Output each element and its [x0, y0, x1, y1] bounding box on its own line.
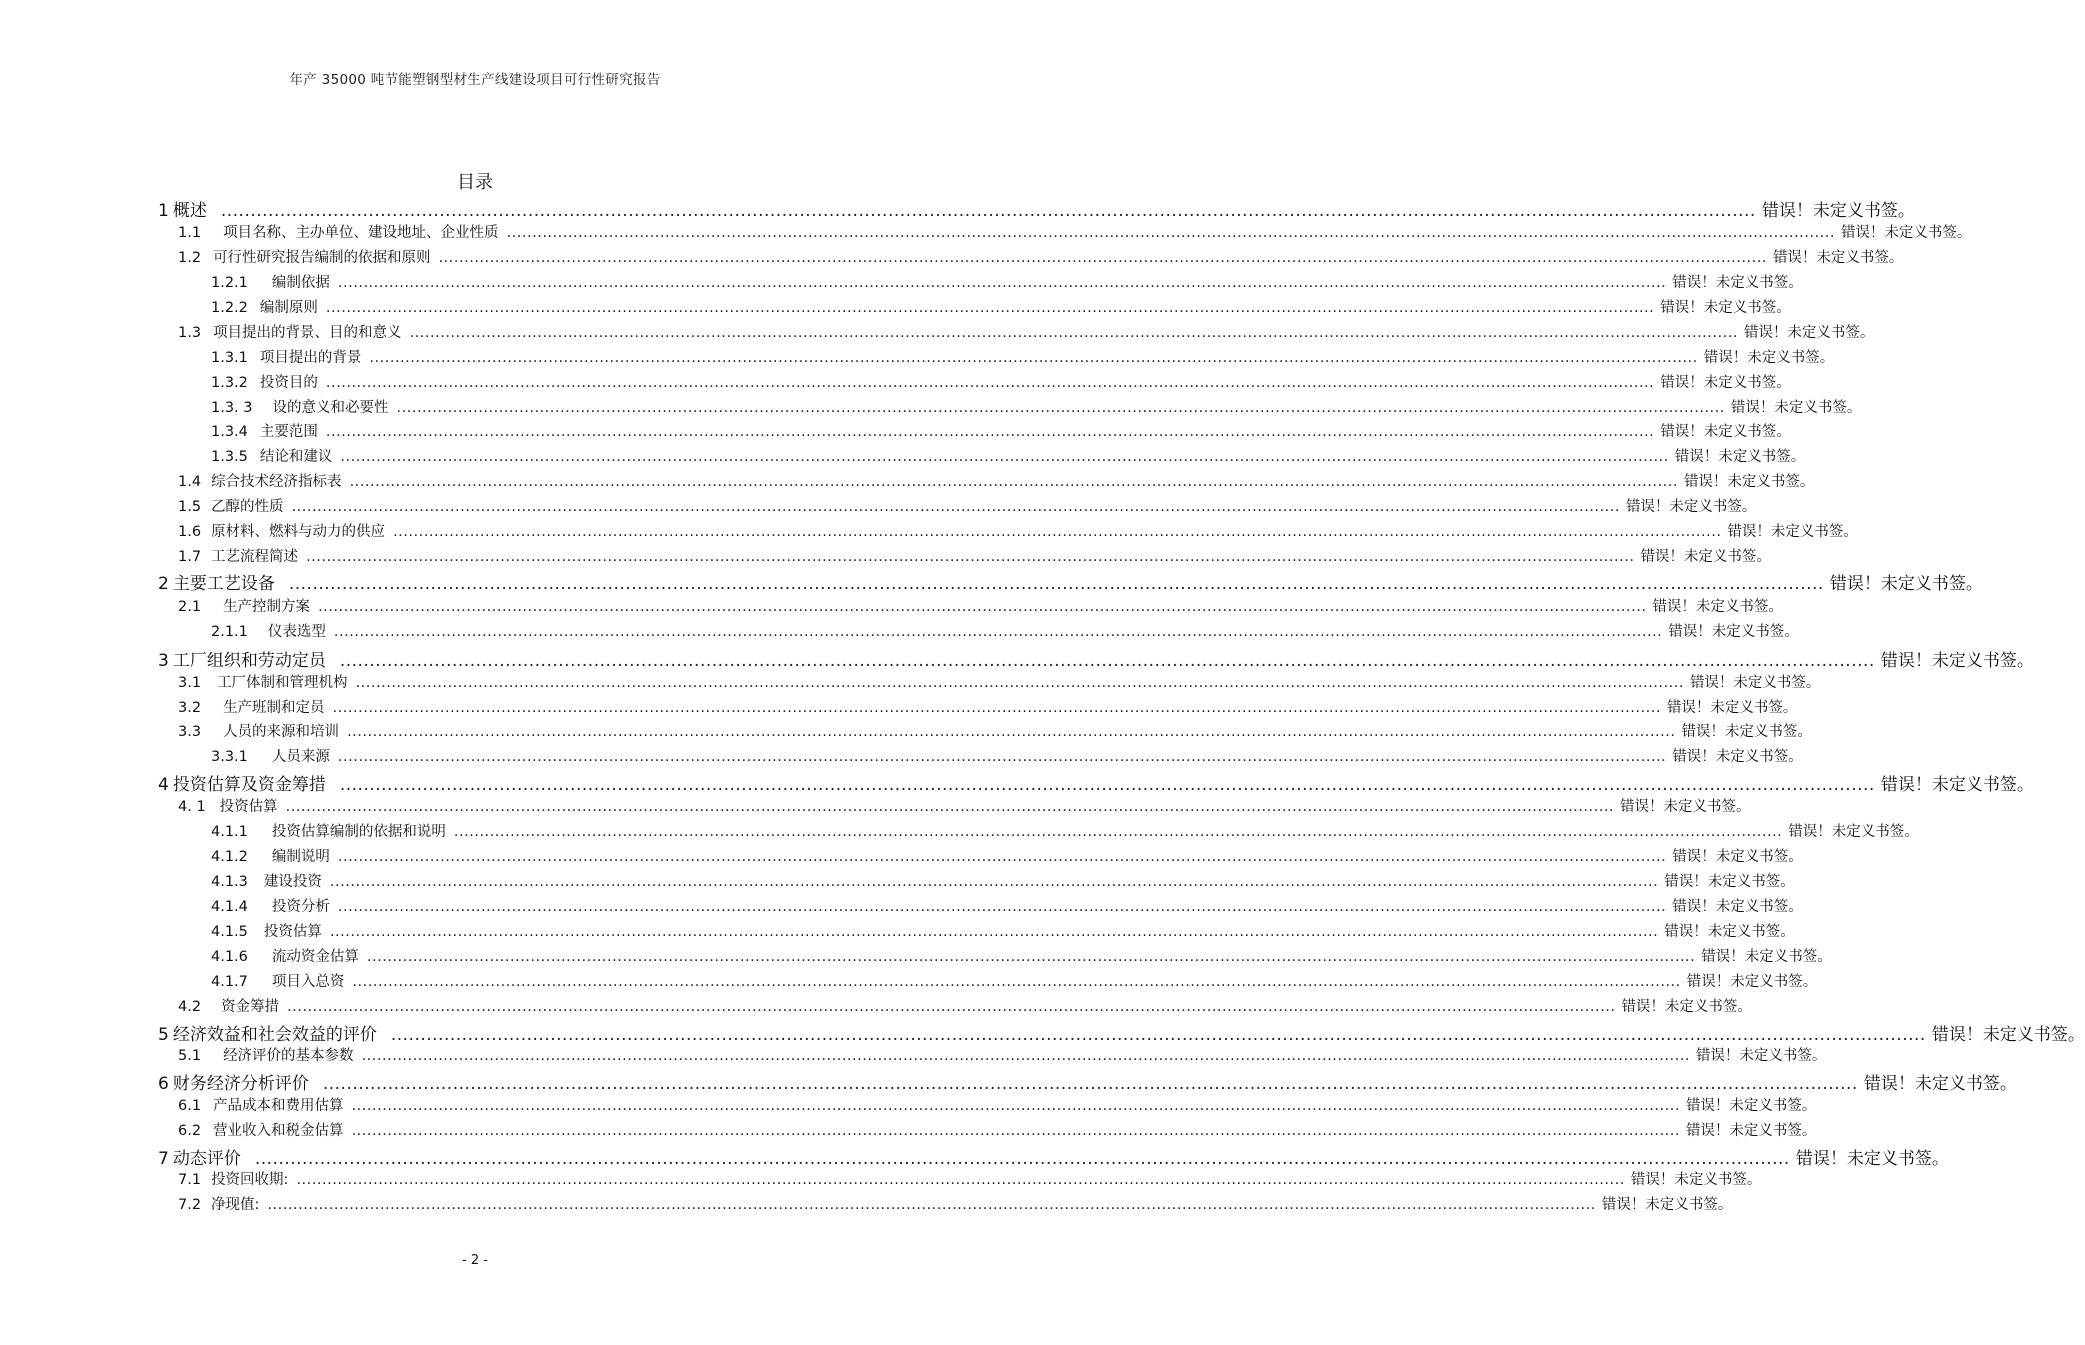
toc-page-ref: 错误！未定义书签。: [1640, 549, 1771, 565]
toc-leader-dots: ....................................................................................................................................................................................................................................................................: [288, 574, 1824, 594]
toc-entry-text: [178, 1044, 354, 1065]
toc-entry-number: 4.1.5: [211, 924, 248, 940]
toc-entry-number: 2.1: [178, 599, 202, 615]
toc-entry-number: 1: [158, 201, 169, 221]
toc-entry-title: 投资估算: [263, 924, 322, 940]
toc-page-ref: 错误！未定义书签。: [1668, 624, 1799, 640]
toc-entry-number: 4. 1: [178, 799, 206, 815]
toc-entry-title: 人员的来源和培训: [223, 724, 340, 740]
toc-entry[interactable]: [178, 1119, 1817, 1141]
toc-entry[interactable]: [211, 445, 1806, 467]
toc-page-ref: 错误！未定义书签。: [1743, 325, 1875, 341]
toc-entry-title: 乙醇的性质: [211, 499, 284, 515]
toc-entry-number: 1.3.5: [211, 449, 248, 465]
toc-page-ref: 错误！未定义书签。: [1672, 749, 1803, 765]
toc-leader-dots: ....................................................................................................................................................................................................................................................................: [396, 400, 1725, 416]
toc-page-ref: 错误！未定义书签。: [1880, 651, 2034, 671]
toc-entry-title: 结论和建议: [259, 449, 333, 465]
toc-page-ref: 错误！未定义书签。: [1660, 300, 1791, 316]
toc-entry-text: [178, 1119, 344, 1140]
toc-leader-dots: ....................................................................................................................................................................................................................................................................: [306, 549, 1635, 565]
toc-entry-text: [211, 346, 361, 367]
toc-entry-text: [158, 569, 275, 594]
toc-entry-text: [178, 520, 385, 541]
toc-entry[interactable]: [158, 1020, 2085, 1046]
toc-entry-title: 编制原则: [259, 300, 318, 316]
toc-leader-dots: ....................................................................................................................................................................................................................................................................: [333, 624, 1663, 640]
toc-entry-text: [178, 470, 342, 491]
toc-entry[interactable]: [211, 870, 1795, 892]
toc-entry-text: [178, 595, 310, 616]
toc-entry-title: 综合技术经济指标表: [211, 474, 342, 490]
toc-entry[interactable]: [211, 970, 1818, 992]
toc-entry[interactable]: [211, 620, 1799, 642]
toc-entry[interactable]: [158, 196, 1915, 222]
toc-page-ref: 错误！未定义书签。: [1788, 824, 1919, 840]
toc-leader-dots: ....................................................................................................................................................................................................................................................................: [506, 225, 1835, 241]
toc-leader-dots: ....................................................................................................................................................................................................................................................................: [409, 325, 1738, 341]
toc-page-ref: 错误！未定义书签。: [1863, 1074, 2017, 1094]
toc-entry-number: 6: [158, 1074, 169, 1094]
toc-entry[interactable]: [178, 671, 1821, 693]
toc-entry[interactable]: [178, 545, 1771, 567]
toc-leader-dots: ....................................................................................................................................................................................................................................................................: [296, 1172, 1625, 1188]
toc-leader-dots: ....................................................................................................................................................................................................................................................................: [325, 375, 1655, 391]
toc-leader-dots: ....................................................................................................................................................................................................................................................................: [254, 1149, 1790, 1169]
toc-entry[interactable]: [178, 720, 1812, 742]
toc-page-ref: 错误！未定义书签。: [1672, 849, 1803, 865]
toc-entry-number: 1.4: [178, 474, 202, 490]
toc-entry-text: [158, 1144, 241, 1169]
toc-entry-number: 1.3.4: [211, 424, 248, 440]
toc-entry-number: 2: [158, 574, 169, 594]
toc-entry-number: 4: [158, 775, 169, 795]
toc-entry-title: 资金筹措: [221, 999, 280, 1015]
toc-entry-text: [211, 271, 330, 292]
toc-entry[interactable]: [178, 795, 1751, 817]
running-header: 年产 35000 吨节能塑钢型材生产线建设项目可行性研究报告: [289, 72, 661, 88]
toc-entry-title: 建设投资: [263, 874, 322, 890]
toc-page-ref: 错误！未定义书签。: [1730, 400, 1862, 416]
toc-entry-text: [211, 620, 326, 641]
toc-entry[interactable]: [211, 745, 1803, 767]
toc-entry-title: 投资估算编制的依据和说明: [271, 824, 446, 840]
toc-entry-text: [211, 420, 318, 441]
toc-entry[interactable]: [158, 1144, 1949, 1170]
toc-entry-number: 5.1: [178, 1048, 202, 1064]
toc-entry-text: [178, 1094, 344, 1115]
toc-page-ref: 错误！未定义书签。: [1672, 899, 1803, 915]
toc-entry-text: [178, 1168, 288, 1189]
toc-entry-text: [158, 1069, 309, 1094]
toc-leader-dots: ....................................................................................................................................................................................................................................................................: [337, 749, 1667, 765]
toc-entry[interactable]: [158, 1069, 2017, 1095]
toc-entry-number: 3.3: [178, 724, 202, 740]
toc-entry-number: 3.3.1: [211, 749, 248, 765]
toc-leader-dots: ....................................................................................................................................................................................................................................................................: [390, 1025, 1926, 1045]
toc-entry-title: 经济效益和社会效益的评价: [172, 1025, 377, 1045]
toc-entry-title: 工厂体制和管理机构: [217, 675, 348, 691]
toc-entry-number: 6.1: [178, 1098, 202, 1114]
toc-leader-dots: ....................................................................................................................................................................................................................................................................: [318, 599, 1647, 615]
toc-entry-text: [178, 671, 348, 692]
toc-entry-text: [211, 845, 330, 866]
toc-entry[interactable]: [178, 520, 1858, 542]
toc-entry-title: 项目提出的背景、目的和意义: [213, 325, 402, 341]
toc-page-ref: 错误！未定义书签。: [1652, 599, 1783, 615]
toc-leader-dots: ....................................................................................................................................................................................................................................................................: [337, 849, 1667, 865]
toc-entry-text: [211, 970, 344, 991]
toc-page-ref: 错误！未定义书签。: [1695, 1048, 1827, 1064]
toc-leader-dots: ....................................................................................................................................................................................................................................................................: [267, 1197, 1596, 1213]
toc-leader-dots: ....................................................................................................................................................................................................................................................................: [351, 1098, 1680, 1114]
toc-page-ref: 错误！未定义书签。: [1620, 799, 1751, 815]
toc-entry-number: 7.1: [178, 1172, 202, 1188]
toc-entry-title: 营业收入和税金估算: [213, 1123, 344, 1139]
toc-entry[interactable]: [178, 1193, 1733, 1215]
toc-page-ref: 错误！未定义书签。: [1727, 524, 1858, 540]
toc-leader-dots: ....................................................................................................................................................................................................................................................................: [339, 651, 1875, 671]
toc-entry-text: [158, 1020, 377, 1045]
toc-entry-number: 5: [158, 1025, 169, 1045]
toc-entry-title: 投资估算及资金筹措: [172, 775, 326, 795]
toc-page-ref: 错误！未定义书签。: [1795, 1149, 1949, 1169]
toc-leader-dots: ....................................................................................................................................................................................................................................................................: [287, 999, 1616, 1015]
toc-entry-text: [158, 196, 207, 221]
toc-leader-dots: ....................................................................................................................................................................................................................................................................: [332, 700, 1661, 716]
toc-leader-dots: ....................................................................................................................................................................................................................................................................: [285, 799, 1615, 815]
toc-entry-number: 1.2: [178, 250, 202, 266]
toc-page-ref: 错误！未定义书签。: [1660, 424, 1791, 440]
toc-entry-number: 7.2: [178, 1197, 202, 1213]
page-number: - 2 -: [462, 1253, 488, 1268]
toc-entry-number: 3.2: [178, 700, 202, 716]
toc-entry-text: [211, 895, 330, 916]
toc-page-ref: 错误！未定义书签。: [1931, 1025, 2085, 1045]
toc-entry-number: 4.1.1: [211, 824, 248, 840]
toc-page-ref: 错误！未定义书签。: [1666, 700, 1798, 716]
toc-entry[interactable]: [211, 420, 1791, 442]
toc-entry-title: 可行性研究报告编制的依据和原则: [213, 250, 431, 266]
toc-entry-title: 人员来源: [271, 749, 330, 765]
toc-entry-title: 项目入总资: [271, 974, 345, 990]
toc-entry-number: 1.7: [178, 549, 202, 565]
toc-page-ref: 错误！未定义书签。: [1621, 999, 1752, 1015]
toc-entry-text: [158, 770, 326, 795]
toc-page-ref: 错误！未定义书签。: [1685, 1098, 1817, 1114]
toc-page-ref: 错误！未定义书签。: [1701, 949, 1832, 965]
toc-entry-text: [158, 646, 326, 671]
toc-entry-number: 1.3.2: [211, 375, 248, 391]
toc-entry-title: 编制依据: [271, 275, 330, 291]
toc-entry-number: 4.1.6: [211, 949, 248, 965]
toc-page-ref: 错误！未定义书签。: [1664, 924, 1795, 940]
toc-entry-title: 投资回收期:: [211, 1172, 289, 1188]
toc-leader-dots: ....................................................................................................................................................................................................................................................................: [349, 474, 1678, 490]
toc-entry[interactable]: [211, 396, 1862, 418]
toc-entry-number: 4.1.3: [211, 874, 248, 890]
toc-entry-text: [178, 321, 402, 342]
toc-entry-number: 1.1: [178, 225, 202, 241]
toc-entry-number: 1.3: [178, 325, 202, 341]
toc-entry-number: 1.2.2: [211, 300, 248, 316]
toc-entry-text: [178, 221, 499, 242]
toc-page-ref: 错误！未定义书签。: [1689, 675, 1821, 691]
toc-entry[interactable]: [178, 696, 1798, 718]
toc-entry-number: 3: [158, 651, 169, 671]
toc-page-ref: 错误！未定义书签。: [1630, 1172, 1762, 1188]
toc-leader-dots: ....................................................................................................................................................................................................................................................................: [361, 1048, 1690, 1064]
toc-entry[interactable]: [178, 1168, 1762, 1190]
toc-page-ref: 错误！未定义书签。: [1664, 874, 1795, 890]
toc-entry-title: 设的意义和必要性: [272, 400, 389, 416]
toc-entry-text: [178, 696, 325, 717]
toc-entry[interactable]: [178, 595, 1783, 617]
toc-entry-text: [211, 920, 322, 941]
toc-entry-number: 2.1.1: [211, 624, 248, 640]
toc-entry-text: [211, 870, 322, 891]
toc-entry[interactable]: [211, 296, 1791, 318]
toc-entry-number: 1.5: [178, 499, 202, 515]
toc-entry-number: 1.3. 3: [211, 400, 253, 416]
toc-entry-text: [211, 945, 359, 966]
toc-page-ref: 错误！未定义书签。: [1829, 574, 1983, 594]
toc-page-ref: 错误！未定义书签。: [1880, 775, 2034, 795]
toc-page-ref: 错误！未定义书签。: [1686, 974, 1818, 990]
toc-entry-title: 工艺流程简述: [211, 549, 299, 565]
toc-page-ref: 错误！未定义书签。: [1660, 375, 1791, 391]
toc-entry-title: 经济评价的基本参数: [223, 1048, 354, 1064]
toc-entry-title: 工厂组织和劳动定员: [172, 651, 326, 671]
toc-leader-dots: ....................................................................................................................................................................................................................................................................: [325, 424, 1655, 440]
toc-entry-number: 4.1.2: [211, 849, 248, 865]
toc-entry[interactable]: [178, 321, 1875, 343]
toc-leader-dots: ....................................................................................................................................................................................................................................................................: [352, 974, 1681, 990]
toc-entry[interactable]: [178, 470, 1815, 492]
toc-leader-dots: ....................................................................................................................................................................................................................................................................: [351, 1123, 1680, 1139]
toc-entry-number: 1.6: [178, 524, 202, 540]
toc-entry-number: 1.2.1: [211, 275, 248, 291]
toc-entry[interactable]: [158, 770, 2034, 796]
toc-page-ref: 错误！未定义书签。: [1761, 201, 1915, 221]
toc-leader-dots: ....................................................................................................................................................................................................................................................................: [438, 250, 1767, 266]
toc-leader-dots: ....................................................................................................................................................................................................................................................................: [393, 524, 1722, 540]
toc-leader-dots: ....................................................................................................................................................................................................................................................................: [366, 949, 1696, 965]
toc-entry[interactable]: [178, 246, 1904, 268]
toc-leader-dots: ....................................................................................................................................................................................................................................................................: [325, 300, 1655, 316]
toc-entry-title: 产品成本和费用估算: [213, 1098, 344, 1114]
toc-entry[interactable]: [178, 495, 1757, 517]
toc-entry-title: 流动资金估算: [271, 949, 359, 965]
toc-entry-number: 7: [158, 1149, 169, 1169]
toc-page-ref: 错误！未定义书签。: [1840, 225, 1972, 241]
toc-leader-dots: ....................................................................................................................................................................................................................................................................: [339, 775, 1875, 795]
toc-leader-dots: ....................................................................................................................................................................................................................................................................: [322, 1074, 1858, 1094]
toc-page-ref: 错误！未定义书签。: [1703, 350, 1835, 366]
toc-entry-number: 4.1.7: [211, 974, 248, 990]
toc-entry[interactable]: [178, 1094, 1817, 1116]
toc-leader-dots: ....................................................................................................................................................................................................................................................................: [337, 899, 1667, 915]
toc-entry[interactable]: [158, 646, 2034, 672]
toc-entry-title: 生产控制方案: [223, 599, 311, 615]
toc-entry[interactable]: [211, 271, 1803, 293]
toc-entry[interactable]: [211, 945, 1832, 967]
toc-entry-text: [178, 795, 278, 816]
toc-entry-title: 生产班制和定员: [223, 700, 325, 716]
toc-entry-number: 4.1.4: [211, 899, 248, 915]
toc-page-ref: 错误！未定义书签。: [1685, 1123, 1817, 1139]
toc-entry[interactable]: [158, 569, 1983, 595]
toc-entry-title: 主要工艺设备: [172, 574, 275, 594]
toc-entry-title: 财务经济分析评价: [172, 1074, 309, 1094]
toc-page-ref: 错误！未定义书签。: [1681, 724, 1812, 740]
toc-entry-text: [211, 745, 330, 766]
toc-entry[interactable]: [211, 371, 1791, 393]
toc-entry-title: 动态评价: [172, 1149, 241, 1169]
toc-page-ref: 错误！未定义书签。: [1625, 499, 1757, 515]
toc-leader-dots: ....................................................................................................................................................................................................................................................................: [355, 675, 1684, 691]
toc-entry[interactable]: [178, 1044, 1827, 1066]
toc-entry-text: [211, 296, 318, 317]
toc-entry-title: 主要范围: [259, 424, 318, 440]
toc-entry-text: [211, 445, 332, 466]
toc-entry-title: 原材料、燃料与动力的供应: [211, 524, 386, 540]
toc-entry-title: 投资分析: [271, 899, 330, 915]
toc-entry-text: [211, 396, 389, 417]
toc-entry[interactable]: [211, 845, 1803, 867]
toc-page-ref: 错误！未定义书签。: [1772, 250, 1904, 266]
toc-entry-title: 概述: [172, 201, 207, 221]
toc-page-ref: 错误！未定义书签。: [1672, 275, 1803, 291]
toc-page-ref: 错误！未定义书签。: [1601, 1197, 1733, 1213]
toc-leader-dots: ....................................................................................................................................................................................................................................................................: [220, 201, 1756, 221]
toc-entry-title: 仪表选型: [267, 624, 326, 640]
toc-leader-dots: ....................................................................................................................................................................................................................................................................: [453, 824, 1783, 840]
toc-entry-title: 项目名称、主办单位、建设地址、企业性质: [223, 225, 499, 241]
toc-entry-number: 6.2: [178, 1123, 202, 1139]
toc-entry[interactable]: [178, 995, 1752, 1017]
toc-entry-text: [178, 545, 298, 566]
toc-entry-text: [178, 995, 279, 1016]
toc-leader-dots: ....................................................................................................................................................................................................................................................................: [329, 874, 1659, 890]
toc-entry[interactable]: [211, 820, 1919, 842]
toc-entry-title: 项目提出的背景: [259, 350, 362, 366]
toc-page-ref: 错误！未定义书签。: [1674, 449, 1806, 465]
toc-leader-dots: ....................................................................................................................................................................................................................................................................: [337, 275, 1667, 291]
toc-leader-dots: ....................................................................................................................................................................................................................................................................: [347, 724, 1676, 740]
toc-entry-title: 投资估算: [219, 799, 278, 815]
toc-entry-text: [178, 495, 284, 516]
toc-entry-number: 4.2: [178, 999, 202, 1015]
toc-entry-text: [211, 371, 318, 392]
toc-entry[interactable]: [211, 895, 1803, 917]
toc-page-ref: 错误！未定义书签。: [1683, 474, 1815, 490]
toc-entry-number: 1.3.1: [211, 350, 248, 366]
toc-leader-dots: ....................................................................................................................................................................................................................................................................: [369, 350, 1698, 366]
toc-leader-dots: ....................................................................................................................................................................................................................................................................: [291, 499, 1620, 515]
toc-entry[interactable]: [178, 221, 1972, 243]
toc-title: 目录: [457, 172, 493, 193]
toc-entry-text: [178, 246, 431, 267]
toc-entry-title: 净现值:: [211, 1197, 260, 1213]
toc-entry[interactable]: [211, 920, 1795, 942]
toc-entry-text: [178, 1193, 259, 1214]
toc-entry-number: 3.1: [178, 675, 202, 691]
toc-entry[interactable]: [211, 346, 1835, 368]
toc-entry-title: 投资目的: [259, 375, 318, 391]
toc-entry-text: [178, 720, 339, 741]
toc-entry-title: 编制说明: [271, 849, 330, 865]
toc-leader-dots: ....................................................................................................................................................................................................................................................................: [329, 924, 1659, 940]
toc-leader-dots: ....................................................................................................................................................................................................................................................................: [340, 449, 1669, 465]
toc-entry-text: [211, 820, 446, 841]
